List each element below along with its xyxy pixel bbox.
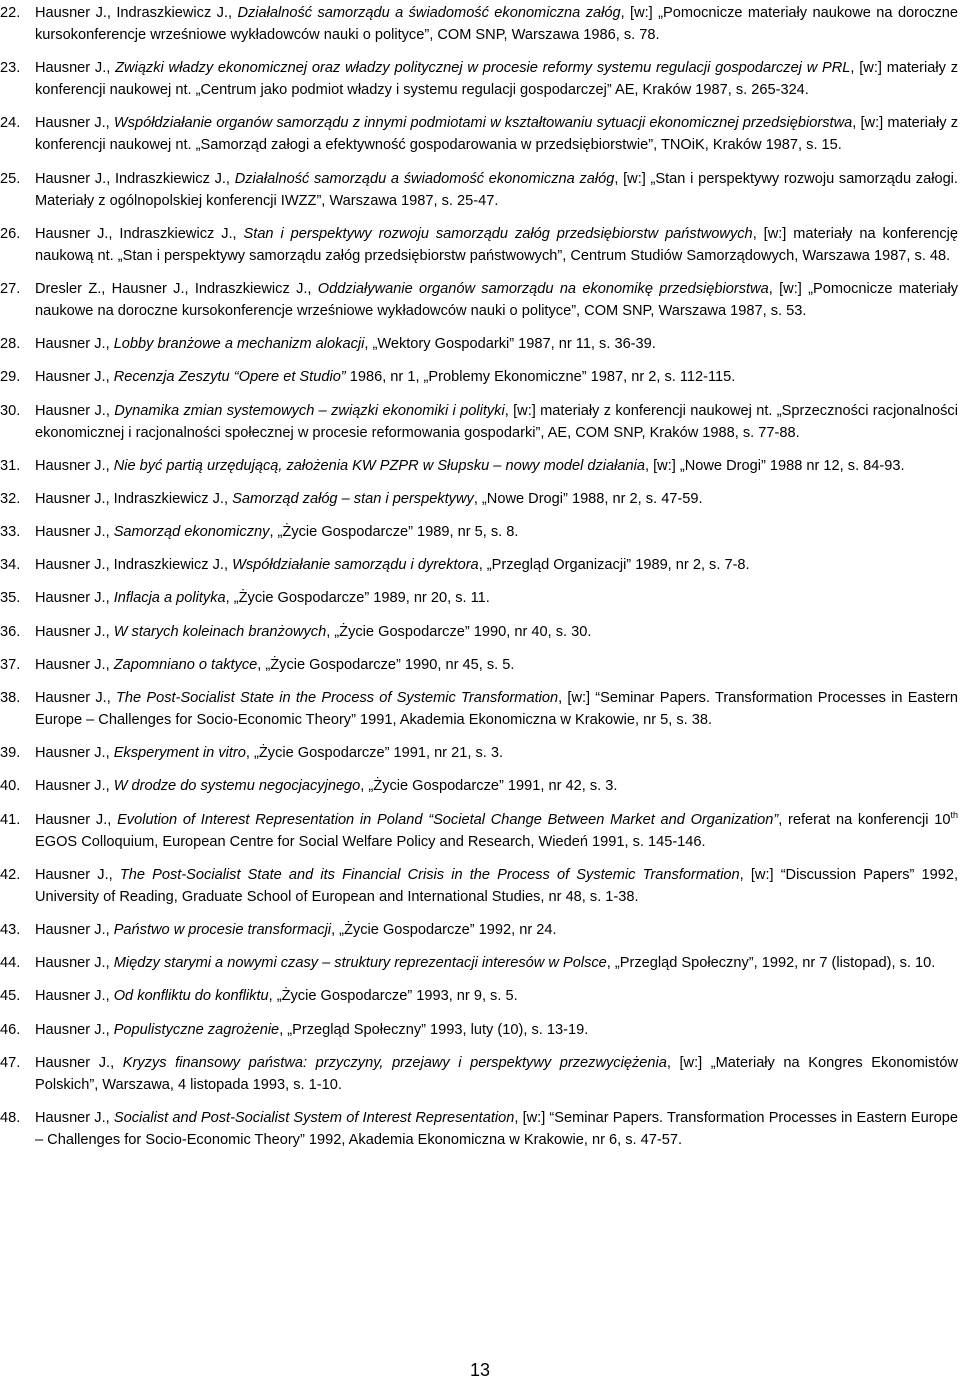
bibliography-entry bbox=[0, 621, 958, 643]
entry-text: 1986, nr 1, „Problemy Ekonomiczne” 1987, nr 2, s. 112-115. bbox=[345, 369, 736, 386]
entry-number: 31. bbox=[0, 457, 21, 474]
entry-number: 39. bbox=[0, 745, 21, 762]
bibliography-entry bbox=[0, 1052, 958, 1096]
entry-title: Samorząd załóg – stan i perspektywy bbox=[232, 490, 474, 507]
bibliography-entry bbox=[0, 400, 958, 444]
entry-text: Dresler Z., Hausner J., Indraszkiewicz J., bbox=[35, 280, 318, 297]
entry-number: 41. bbox=[0, 811, 21, 828]
entry-text: Hausner J., bbox=[35, 336, 114, 353]
entry-title: Recenzja Zeszytu “Opere et Studio” bbox=[113, 369, 346, 386]
bibliography-list bbox=[0, 2, 958, 1162]
bibliography-entry bbox=[0, 809, 958, 853]
entry-number: 40. bbox=[0, 778, 21, 795]
page-number: 13 bbox=[469, 1360, 491, 1380]
entry-text: Hausner J., Indraszkiewicz J., bbox=[35, 490, 233, 507]
bibliography-entry bbox=[0, 587, 958, 609]
entry-text: , [w:] materiały z konferencji naukowej nt. „Sprzeczności racjonalności ekonomicznej i racjonalności społecznej w procesie reformowania gospodarki”, AE, COM SNP, Kraków 1988, s. 77-88. bbox=[35, 402, 958, 441]
entry-number: 38. bbox=[0, 690, 21, 706]
bibliography-entry bbox=[0, 687, 958, 731]
superscript-text: th bbox=[950, 809, 958, 820]
entry-text: Hausner J., bbox=[35, 1021, 114, 1038]
entry-title: Eksperyment in vitro bbox=[113, 745, 246, 762]
entry-text: , [w:] materiały na konferencję naukową nt. „Stan i perspektywy samorządu załóg przedsiębiorstw państwowych”, Centrum Studiów Samorządowych, Warszawa 1987, s. 48. bbox=[35, 225, 958, 264]
entry-text: , [w:] „Pomocnicze materiały naukowe na doroczne kursokonferencje wrześniowe wykładowców nauki o polityce”, COM SNP, Warszawa 1987, s. 53. bbox=[35, 280, 958, 319]
entry-title: Oddziaływanie organów samorządu na ekonomikę przedsiębiorstwa bbox=[317, 280, 769, 297]
entry-text: Hausner J., bbox=[35, 1054, 123, 1071]
entry-text: , „Przegląd Społeczny”, 1992, nr 7 (listopad), s. 10. bbox=[606, 955, 936, 972]
entry-text: Hausner J., bbox=[35, 921, 114, 938]
entry-number: 24. bbox=[0, 115, 21, 132]
bibliography-entry bbox=[0, 223, 958, 267]
entry-title: Od konfliktu do konfliktu bbox=[113, 988, 269, 1005]
bibliography-entry bbox=[0, 2, 958, 46]
entry-title: Państwo w procesie transformacji bbox=[113, 921, 332, 938]
entry-text: Hausner J., bbox=[35, 988, 114, 1005]
bibliography-entry bbox=[0, 1107, 958, 1151]
entry-number: 48. bbox=[0, 1109, 21, 1126]
entry-text: Hausner J., bbox=[35, 811, 118, 828]
entry-title: Socialist and Post-Socialist System of Interest Representation bbox=[113, 1109, 515, 1126]
entry-text: Hausner J., bbox=[35, 60, 116, 77]
entry-text: Hausner J., bbox=[35, 623, 114, 640]
entry-text: , [w:] “Seminar Papers. Transformation Processes in Eastern Europe – Challenges for Socio-Economic Theory” 1992, Akademia Ekonomiczna w Krakowie, nr 6, s. 47-57. bbox=[35, 1109, 958, 1148]
bibliography-entry bbox=[0, 278, 958, 322]
entry-title: W drodze do systemu negocjacyjnego bbox=[113, 778, 361, 795]
bibliography-entry bbox=[0, 554, 958, 576]
entry-title: Lobby branżowe a mechanizm alokacji bbox=[113, 336, 365, 353]
entry-title: The Post-Socialist State and its Financial Crisis in the Process of Systemic Transformation bbox=[119, 866, 740, 883]
entry-title: The Post-Socialist State in the Process of Systemic Transformation bbox=[116, 690, 559, 706]
entry-text: Hausner J., bbox=[35, 778, 114, 795]
bibliography-entry bbox=[0, 654, 958, 676]
entry-text: Hausner J., bbox=[35, 457, 114, 474]
entry-number: 34. bbox=[0, 557, 21, 574]
entry-text: , „Życie Gospodarcze” 1991, nr 21, s. 3. bbox=[245, 745, 504, 762]
entry-title: Zapomniano o taktyce bbox=[113, 656, 258, 673]
entry-text: , „Życie Gospodarcze” 1992, nr 24. bbox=[331, 921, 557, 938]
entry-title: Związki władzy ekonomicznej oraz władzy politycznej w procesie reformy systemu regulacji gospodarczej w PRL bbox=[115, 60, 851, 77]
entry-text: , „Życie Gospodarcze” 1989, nr 5, s. 8. bbox=[269, 524, 519, 541]
entry-text: Hausner J., Indraszkiewicz J., bbox=[35, 225, 244, 242]
entry-number: 42. bbox=[0, 866, 21, 883]
entry-number: 43. bbox=[0, 921, 21, 938]
entry-number: 30. bbox=[0, 402, 21, 419]
bibliography-entry bbox=[0, 333, 958, 355]
bibliography-entry bbox=[0, 742, 958, 764]
entry-text: Hausner J., bbox=[35, 690, 116, 706]
entry-text: Hausner J., bbox=[35, 955, 114, 972]
entry-number: 33. bbox=[0, 524, 21, 541]
entry-number: 23. bbox=[0, 60, 21, 77]
entry-number: 22. bbox=[0, 5, 21, 21]
entry-text: Hausner J., bbox=[35, 524, 114, 541]
entry-text: , „Przegląd Społeczny” 1993, luty (10), s. 13-19. bbox=[279, 1021, 589, 1038]
entry-number: 29. bbox=[0, 369, 21, 386]
entry-number: 46. bbox=[0, 1021, 21, 1038]
entry-number: 27. bbox=[0, 280, 21, 297]
entry-title: Nie być partią urzędującą, założenia KW PZPR w Słupsku – nowy model działania bbox=[113, 457, 645, 474]
entry-number: 35. bbox=[0, 590, 21, 607]
bibliography-entry bbox=[0, 488, 958, 510]
entry-text: EGOS Colloquium, European Centre for Social Welfare Policy and Research, Wiedeń 1991, s. 145-146. bbox=[35, 833, 706, 850]
entry-text: Hausner J., Indraszkiewicz J., bbox=[35, 557, 233, 574]
bibliography-entry bbox=[0, 864, 958, 908]
entry-text: , „Życie Gospodarcze” 1989, nr 20, s. 11. bbox=[225, 590, 490, 607]
entry-number: 47. bbox=[0, 1054, 21, 1071]
entry-text: Hausner J., bbox=[35, 402, 115, 419]
entry-text: , referat na konferencji 10 bbox=[778, 811, 951, 828]
bibliography-entry bbox=[0, 455, 958, 477]
entry-number: 32. bbox=[0, 490, 21, 507]
entry-text: Hausner J., bbox=[35, 745, 114, 762]
entry-title: Dynamika zmian systemowych – związki ekonomiki i polityki bbox=[114, 402, 505, 419]
bibliography-entry bbox=[0, 521, 958, 543]
entry-text: , „Życie Gospodarcze” 1990, nr 45, s. 5. bbox=[257, 656, 515, 673]
entry-number: 44. bbox=[0, 955, 21, 972]
entry-number: 45. bbox=[0, 988, 21, 1005]
entry-number: 36. bbox=[0, 623, 21, 640]
entry-text: , [w:] “Discussion Papers” 1992, University of Reading, Graduate School of European and International Studies, nr 48, s. 1-38. bbox=[35, 866, 958, 905]
entry-text: , „Życie Gospodarcze” 1990, nr 40, s. 30. bbox=[326, 623, 592, 640]
entry-title: Evolution of Interest Representation in Poland “Societal Change Between Market and Organization” bbox=[117, 811, 779, 828]
bibliography-entry bbox=[0, 775, 958, 797]
entry-title: Populistyczne zagrożenie bbox=[113, 1021, 280, 1038]
entry-text: , [w:] „Stan i perspektywy rozwoju samorządu załogi. Materiały z ogólnopolskiej konferencji IWZZ”, Warszawa 1987, s. 25-47. bbox=[35, 170, 958, 209]
bibliography-entry bbox=[0, 919, 958, 941]
entry-text: Hausner J., bbox=[35, 1109, 114, 1126]
entry-text: , [w:] „Materiały na Kongres Ekonomistów Polskich”, Warszawa, 4 listopada 1993, s. 1-10. bbox=[35, 1054, 958, 1093]
entry-text: , „Życie Gospodarcze” 1991, nr 42, s. 3. bbox=[360, 778, 618, 795]
entry-text: , „Przegląd Organizacji” 1989, nr 2, s. 7-8. bbox=[478, 557, 750, 574]
entry-title: Inflacja a polityka bbox=[113, 590, 226, 607]
entry-text: Hausner J., bbox=[35, 115, 114, 132]
entry-title: Współdziałanie samorządu i dyrektora bbox=[232, 557, 479, 574]
entry-title: Działalność samorządu a świadomość ekonomiczna załóg bbox=[237, 5, 621, 21]
bibliography-entry bbox=[0, 57, 958, 101]
entry-title: W starych koleinach branżowych bbox=[113, 623, 327, 640]
entry-text: , „Nowe Drogi” 1988, nr 2, s. 47-59. bbox=[473, 490, 703, 507]
bibliography-entry bbox=[0, 112, 958, 156]
entry-number: 37. bbox=[0, 656, 21, 673]
entry-text: Hausner J., Indraszkiewicz J., bbox=[35, 170, 235, 187]
entry-title: Współdziałanie organów samorządu z innymi podmiotami w kształtowaniu sytuacji ekonomicznej przedsiębiorstwa bbox=[113, 115, 853, 132]
entry-text: , [w:] „Pomocnicze materiały naukowe na doroczne kursokonferencje wrześniowe wykładowców nauki o polityce”, COM SNP, Warszawa 1986, s. 78. bbox=[35, 5, 958, 43]
entry-text: , [w:] materiały z konferencji naukowej nt. „Samorząd załogi a efektywność gospodarowania w przedsiębiorstwie”, TNOiK, Kraków 1987, s. 15. bbox=[35, 115, 959, 154]
entry-text: , [w:] materiały z konferencji naukowej nt. „Centrum jako podmiot władzy i systemu regulacji gospodarczej” AE, Kraków 1987, s. 265-324. bbox=[35, 60, 958, 99]
entry-text: Hausner J., Indraszkiewicz J., bbox=[35, 5, 238, 21]
entry-title: Samorząd ekonomiczny bbox=[113, 524, 270, 541]
entry-number: 28. bbox=[0, 336, 21, 353]
entry-title: Kryzys finansowy państwa: przyczyny, przejawy i perspektywy przezwyciężenia bbox=[122, 1054, 667, 1071]
bibliography-entry bbox=[0, 168, 958, 212]
entry-text: Hausner J., bbox=[35, 369, 114, 386]
entry-text: , [w:] „Nowe Drogi” 1988 nr 12, s. 84-93. bbox=[645, 457, 905, 474]
entry-text: , [w:] “Seminar Papers. Transformation Processes in Eastern Europe – Challenges for Socio-Economic Theory” 1991, Akademia Ekonomiczna w Krakowie, nr 5, s. 38. bbox=[35, 690, 958, 728]
entry-text: Hausner J., bbox=[35, 866, 120, 883]
entry-title: Między starymi a nowymi czasy – struktury reprezentacji interesów w Polsce bbox=[113, 955, 607, 972]
entry-text: , „Wektory Gospodarki” 1987, nr 11, s. 36-39. bbox=[364, 336, 656, 353]
entry-text: Hausner J., bbox=[35, 656, 114, 673]
entry-title: Działalność samorządu a świadomość ekonomiczna załóg bbox=[234, 170, 615, 187]
bibliography-entry bbox=[0, 985, 958, 1007]
entry-title: Stan i perspektywy rozwoju samorządu załóg przedsiębiorstw państwowych bbox=[243, 225, 753, 242]
bibliography-entry bbox=[0, 952, 958, 974]
entry-text: , „Życie Gospodarcze” 1993, nr 9, s. 5. bbox=[268, 988, 518, 1005]
bibliography-entry bbox=[0, 366, 958, 388]
entry-number: 25. bbox=[0, 170, 21, 187]
bibliography-entry bbox=[0, 1019, 958, 1041]
entry-number: 26. bbox=[0, 225, 21, 242]
entry-text: Hausner J., bbox=[35, 590, 114, 607]
